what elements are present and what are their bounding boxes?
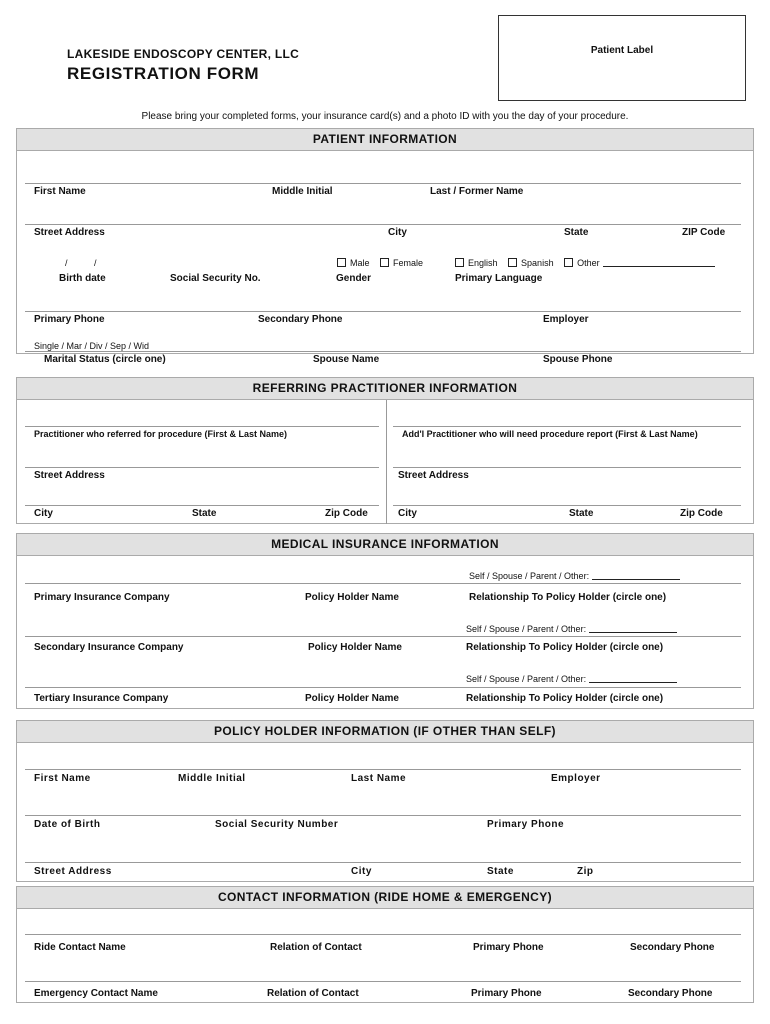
ssn-label: Social Security No. [170,273,261,284]
ref-state-label: State [192,508,217,519]
tertiary-insurance-label: Tertiary Insurance Company [34,693,169,704]
ref-zip-label: Zip Code [325,508,368,519]
primary-relationship-options[interactable]: Self / Spouse / Parent / Other: [469,571,680,581]
first-name-label: First Name [34,186,86,197]
referring-section-title: REFERRING PRACTITIONER INFORMATION [17,378,753,400]
tertiary-relationship-label: Relationship To Policy Holder (circle one) [466,693,664,704]
emergency-secondary-phone-label: Secondary Phone [628,988,713,999]
primary-policy-holder-label: Policy Holder Name [305,592,399,603]
city-label: City [388,227,407,238]
last-former-name-label: Last / Former Name [430,186,524,197]
addl-state-label: State [569,508,594,519]
other-language-blank[interactable] [603,258,715,267]
practitioner-line[interactable] [25,426,379,427]
ph-address-line[interactable] [25,862,741,863]
ph-dob-line[interactable] [25,815,741,816]
ph-middle-initial-label: Middle Initial [178,773,246,784]
tertiary-relationship-options[interactable]: Self / Spouse / Parent / Other: [466,674,677,684]
addl-practitioner-line[interactable] [393,426,741,427]
tertiary-insurance-line[interactable] [25,687,741,688]
spouse-phone-label: Spouse Phone [543,354,613,365]
contact-section-title: CONTACT INFORMATION (RIDE HOME & EMERGENCY) [17,887,753,909]
addl-zip-label: Zip Code [680,508,723,519]
ph-state-label: State [487,866,514,877]
other-language-checkbox[interactable] [564,258,573,267]
policy-holder-section [16,720,754,882]
primary-insurance-line[interactable] [25,583,741,584]
middle-initial-label: Middle Initial [272,186,333,197]
patient-marital-line[interactable] [25,351,741,352]
ph-dob-label: Date of Birth [34,819,101,830]
ph-first-name-label: First Name [34,773,91,784]
emergency-relation-label: Relation of Contact [267,988,359,999]
patient-label-text: Patient Label [590,45,654,56]
emergency-contact-name-label: Emergency Contact Name [34,988,158,999]
marital-options[interactable]: Single / Mar / Div / Sep / Wid [34,341,150,351]
patient-information-section [16,128,754,365]
gender-label: Gender [336,273,372,284]
primary-relationship-label: Relationship To Policy Holder (circle one) [469,592,667,603]
secondary-phone-label: Secondary Phone [258,314,343,325]
female-checkbox[interactable] [380,258,389,267]
ride-relation-label: Relation of Contact [270,942,362,953]
birth-date-label: Birth date [59,273,106,284]
patient-name-line[interactable] [25,183,741,184]
female-label: Female [393,258,424,268]
ph-last-name-label: Last Name [351,773,407,784]
state-label: State [564,227,589,238]
ref-address-line[interactable] [25,467,379,468]
ph-zip-label: Zip [577,866,594,877]
primary-language-label: Primary Language [455,273,543,284]
spanish-checkbox[interactable] [508,258,517,267]
addl-city-label: City [398,508,417,519]
employer-label: Employer [543,314,589,325]
ph-name-line[interactable] [25,769,741,770]
company-name: LAKESIDE ENDOSCOPY CENTER, LLC [67,47,300,61]
ph-ssn-label: Social Security Number [215,819,339,830]
instructions: Please bring your completed forms, your insurance card(s) and a photo ID with you the day of your procedure. [141,111,629,122]
ride-primary-phone-label: Primary Phone [473,942,544,953]
emergency-primary-phone-label: Primary Phone [471,988,542,999]
ref-city-label: City [34,508,53,519]
ph-street-address-label: Street Address [34,866,112,877]
ref-street-address-label: Street Address [34,470,105,481]
form-title: REGISTRATION FORM [67,64,260,83]
addl-city-line[interactable] [393,505,741,506]
patient-section-title: PATIENT INFORMATION [17,129,753,151]
marital-status-label: Marital Status (circle one) [44,354,166,365]
ride-contact-line[interactable] [25,934,741,935]
secondary-relationship-options[interactable]: Self / Spouse / Parent / Other: [466,624,677,634]
english-label: English [468,258,498,268]
birth-date-slashes[interactable]: / / [65,258,97,268]
spouse-name-label: Spouse Name [313,354,380,365]
ph-employer-label: Employer [551,773,601,784]
ride-secondary-phone-label: Secondary Phone [630,942,715,953]
ref-city-line[interactable] [25,505,379,506]
referring-divider [386,400,387,524]
ride-contact-name-label: Ride Contact Name [34,942,126,953]
patient-address-line[interactable] [25,224,741,225]
addl-practitioner-label: Add'l Practitioner who will need procedure report (First & Last Name) [402,429,698,439]
patient-label-box [498,15,746,101]
medical-insurance-section [16,533,754,709]
secondary-insurance-label: Secondary Insurance Company [34,642,184,653]
primary-phone-label: Primary Phone [34,314,105,325]
practitioner-label: Practitioner who referred for procedure (First & Last Name) [34,429,288,439]
patient-phone-line[interactable] [25,311,741,312]
english-checkbox[interactable] [455,258,464,267]
secondary-policy-holder-label: Policy Holder Name [308,642,402,653]
male-label: Male [350,258,370,268]
male-checkbox[interactable] [337,258,346,267]
ph-primary-phone-label: Primary Phone [487,819,565,830]
other-language-label: Other [577,258,600,268]
contact-information-section [16,886,754,1003]
secondary-insurance-line[interactable] [25,636,741,637]
addl-address-line[interactable] [393,467,741,468]
emergency-contact-line[interactable] [25,981,741,982]
spanish-label: Spanish [521,258,554,268]
policy-holder-section-title: POLICY HOLDER INFORMATION (IF OTHER THAN SELF) [17,721,753,743]
gender-options[interactable] [337,258,431,268]
language-options[interactable] [455,258,715,268]
primary-insurance-label: Primary Insurance Company [34,592,170,603]
referring-practitioner-section [16,377,754,524]
insurance-section-title: MEDICAL INSURANCE INFORMATION [17,534,753,556]
street-address-label: Street Address [34,227,105,238]
addl-street-address-label: Street Address [398,470,469,481]
tertiary-policy-holder-label: Policy Holder Name [305,693,399,704]
secondary-relationship-label: Relationship To Policy Holder (circle one) [466,642,664,653]
zip-code-label: ZIP Code [682,227,726,238]
ph-city-label: City [351,866,372,877]
